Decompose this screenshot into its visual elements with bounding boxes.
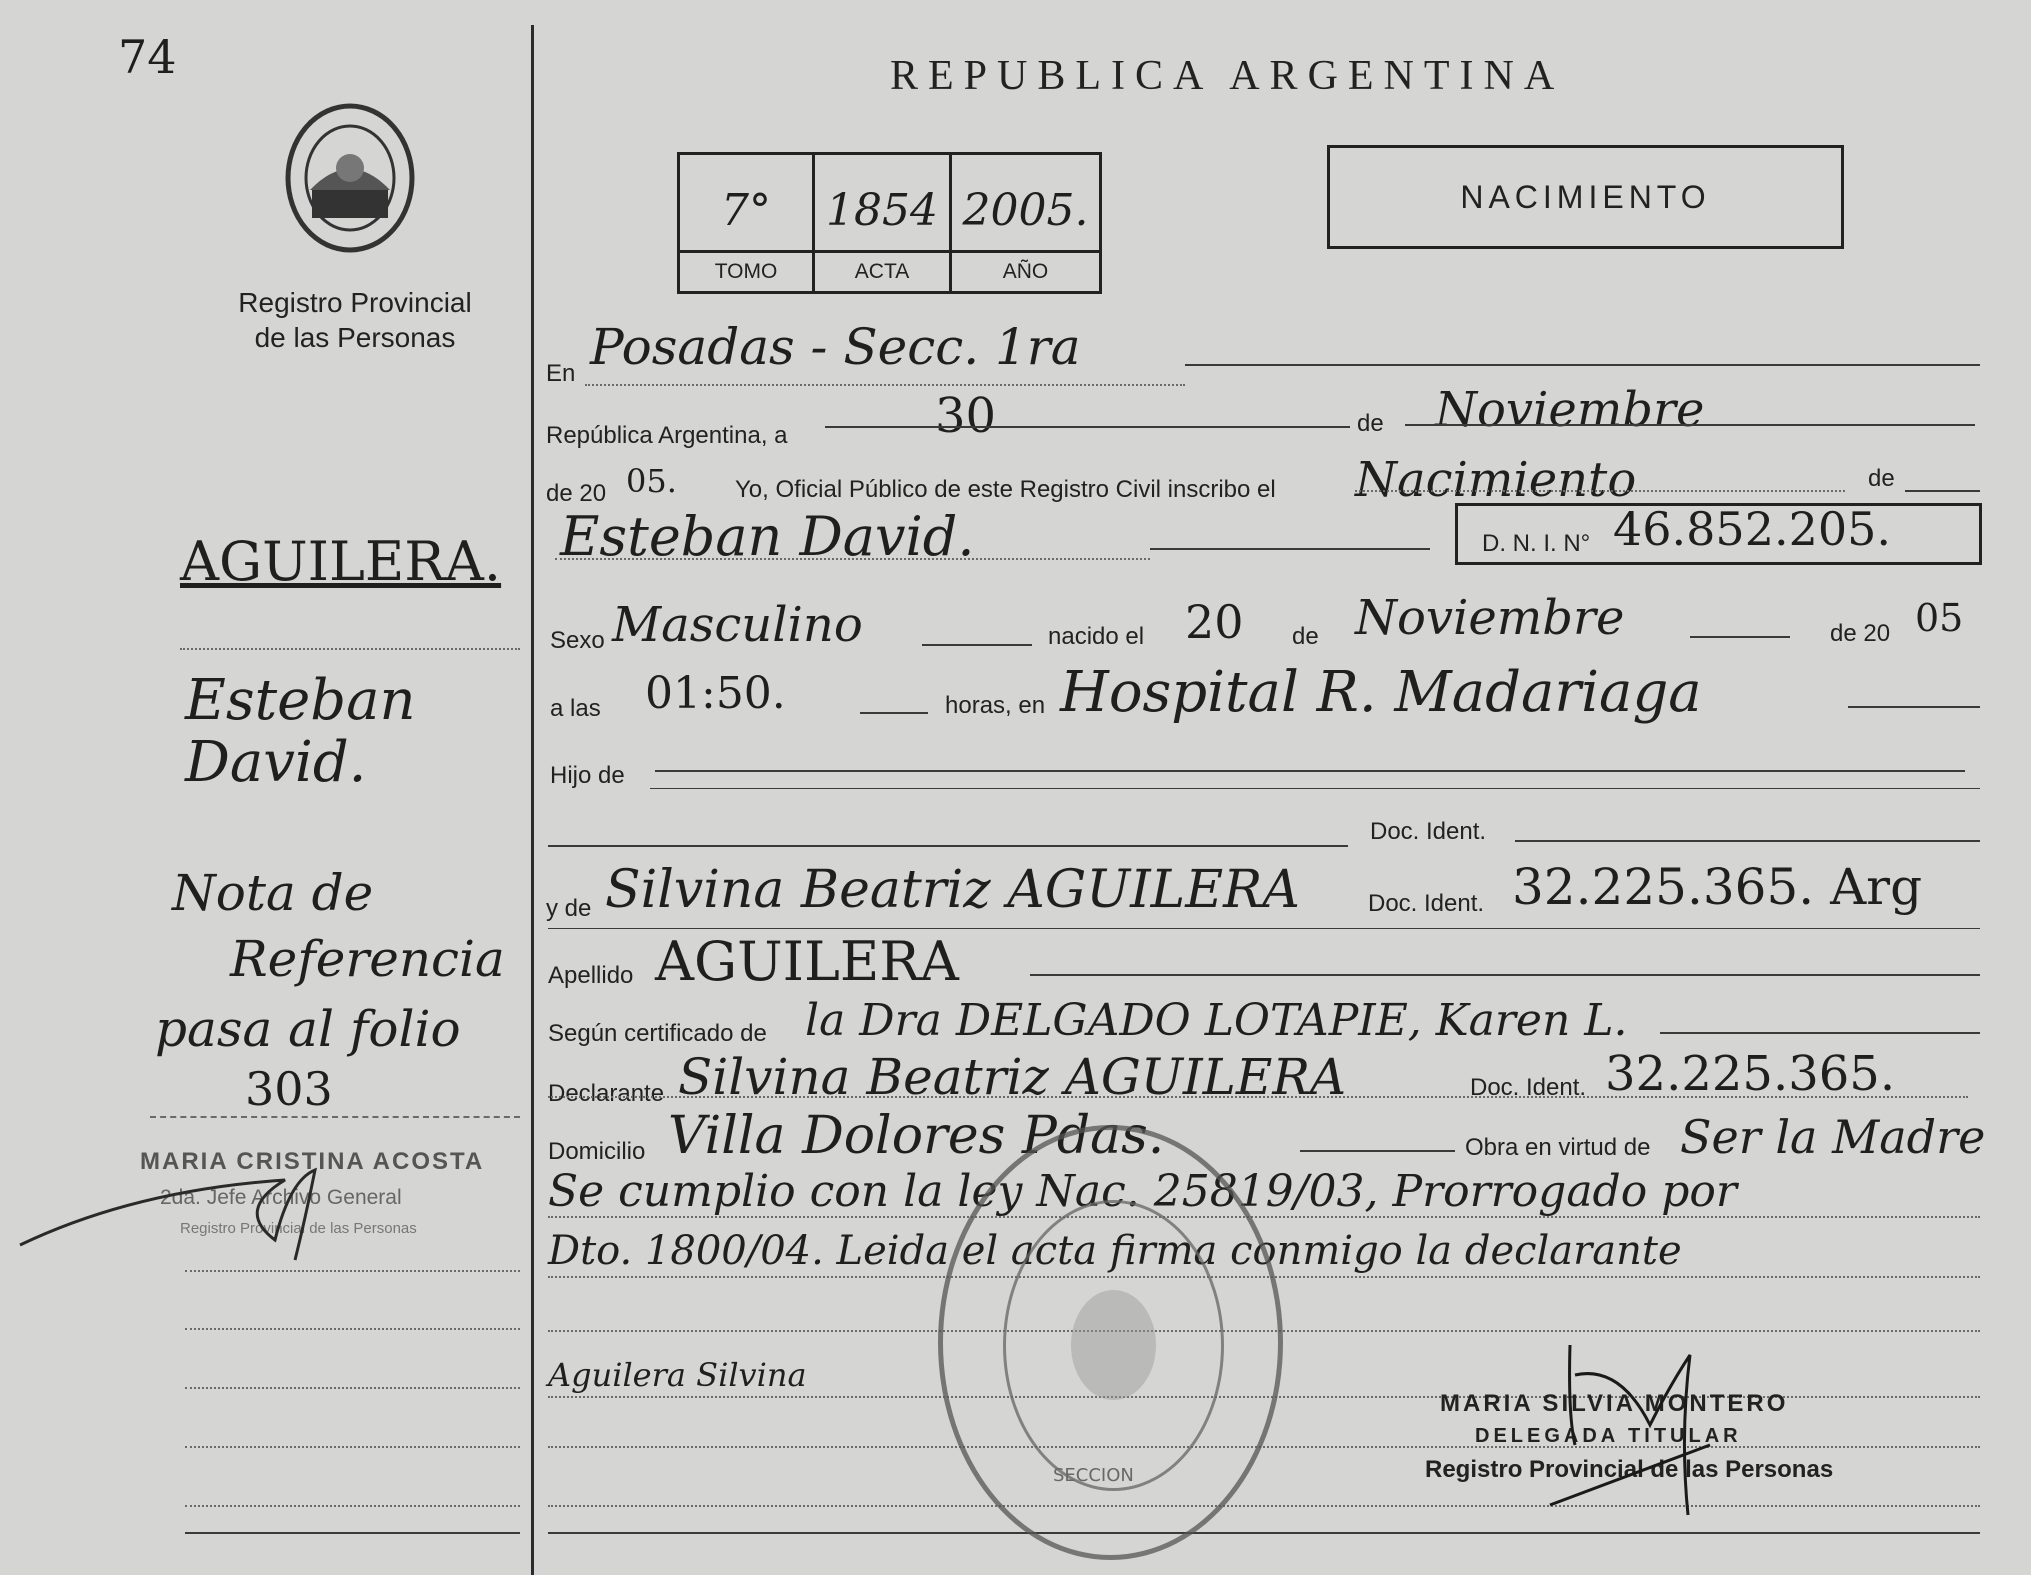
hijo-label: Hijo de	[550, 762, 625, 789]
underline	[548, 1096, 1968, 1098]
underline	[1905, 490, 1980, 492]
alas-label: a las	[550, 695, 601, 722]
by-virtue-value: Ser la Madre	[1680, 1110, 1986, 1164]
margin-line	[180, 648, 520, 650]
acta-label: ACTA	[815, 250, 949, 291]
provincial-seal-icon	[280, 98, 420, 258]
segun-label: Según certificado de	[548, 1020, 767, 1047]
margin-line	[185, 1505, 520, 1507]
sex-value: Masculino	[612, 597, 863, 653]
margin-first-name: Esteban	[185, 668, 416, 733]
underline	[548, 1532, 1980, 1534]
note-line2: Dto. 1800/04. Leida el acta firma conmigo la declarante	[548, 1228, 1682, 1274]
official-name: MARIA SILVIA MONTERO	[1440, 1390, 1789, 1417]
margin-line	[150, 1116, 520, 1118]
margin-line	[185, 1328, 520, 1330]
archive-stamp-name: MARIA CRISTINA ACOSTA	[140, 1148, 485, 1175]
republica-label: República Argentina, a	[546, 422, 788, 449]
underline	[548, 1216, 1980, 1218]
birth-month-value: Noviembre	[1355, 590, 1625, 646]
page-number: 74	[118, 30, 177, 84]
archive-stamp-role: 2da. Jefe Archivo General	[160, 1186, 402, 1209]
domicilio-label: Domicilio	[548, 1138, 646, 1165]
tomo-value: 7°	[721, 185, 771, 236]
registry-seal-text: SECCION	[1053, 1465, 1134, 1486]
de-label: de	[1868, 465, 1895, 492]
underline	[1405, 424, 1975, 426]
declarant-doc-value: 32.225.365.	[1605, 1046, 1896, 1102]
underline	[548, 1446, 1980, 1448]
archive-stamp-org: Registro Provincial de las Personas	[180, 1220, 417, 1237]
official-signature-icon	[1540, 1335, 1740, 1535]
underline	[1150, 548, 1430, 550]
de20-label: de 20	[546, 480, 607, 507]
surname-value: AGUILERA	[655, 930, 959, 993]
underline	[1848, 706, 1980, 708]
underline	[860, 712, 928, 714]
registered-value: Nacimiento	[1355, 452, 1637, 508]
acta-cell	[815, 155, 952, 291]
registry-name-line2: de las Personas	[254, 322, 456, 353]
doc-ident-label: Doc. Ident.	[1370, 818, 1487, 845]
margin-second-name: David.	[185, 730, 367, 795]
acta-value: 1854	[826, 185, 938, 236]
margin-note-line1: Nota de	[172, 864, 374, 922]
declarant-value: Silvina Beatriz AGUILERA	[678, 1048, 1347, 1106]
domicile-value: Villa Dolores Pdas.	[668, 1106, 1165, 1166]
doc-ident-label: Doc. Ident.	[1368, 890, 1485, 917]
declarante-label: Declarante	[548, 1080, 665, 1107]
margin-surname: AGUILERA.	[180, 530, 502, 593]
day-value: 30	[935, 388, 997, 444]
official-org: Registro Provincial de las Personas	[1425, 1456, 1834, 1483]
de-label: de	[1292, 623, 1319, 650]
apellido-label: Apellido	[548, 962, 634, 989]
month-value: Noviembre	[1435, 382, 1705, 438]
dni-box	[1455, 503, 1982, 565]
underline	[1185, 364, 1980, 366]
dni-label: D. N. I. N°	[1482, 530, 1591, 557]
registry-seal-emblem	[1071, 1290, 1156, 1400]
official-role: DELEGADA TITULAR	[1475, 1425, 1742, 1447]
certificate-value: la Dra DELGADO LOTAPIE, Karen L.	[805, 995, 1628, 1046]
place-value: Posadas - Secc. 1ra	[590, 318, 1081, 376]
underline	[555, 558, 1150, 560]
underline	[1300, 1150, 1455, 1152]
underline	[585, 384, 1185, 386]
sexo-label: Sexo	[550, 627, 605, 654]
underline	[548, 928, 1980, 929]
margin-line	[185, 1532, 520, 1534]
declarant-signature: Aguilera Silvina	[548, 1356, 807, 1394]
child-name-value: Esteban David.	[560, 505, 975, 568]
birth-place-value: Hospital R. Madariaga	[1060, 660, 1702, 725]
underline	[655, 770, 1965, 772]
en-label: En	[546, 360, 576, 387]
mother-value: Silvina Beatriz AGUILERA	[605, 860, 1300, 920]
underline	[548, 1505, 1980, 1507]
underline	[1355, 490, 1845, 492]
margin-note-line2: Referencia	[230, 930, 505, 988]
horas-label: horas, en	[945, 692, 1046, 719]
underline	[650, 788, 1980, 789]
column-divider	[531, 25, 534, 1575]
book-reference-table	[677, 152, 1102, 294]
note-line1: Se cumplio con la ley Nac. 25819/03, Prorrogado por	[548, 1166, 1737, 1217]
underline	[1690, 636, 1790, 638]
underline	[1660, 1032, 1980, 1034]
underline	[825, 426, 1350, 428]
registry-seal	[938, 1125, 1283, 1560]
dni-value: 46.852.205.	[1613, 502, 1891, 556]
country-title: REPUBLICA ARGENTINA	[890, 53, 1565, 99]
margin-line	[185, 1270, 520, 1272]
obra-label: Obra en virtud de	[1465, 1134, 1651, 1161]
margin-note-line3: pasa al folio	[155, 1000, 461, 1058]
yo-label: Yo, Oficial Público de este Registro Civil inscribo el	[735, 476, 1276, 503]
underline	[922, 644, 1032, 646]
birth-year-value: 05	[1915, 596, 1964, 640]
de-label: de	[1357, 410, 1384, 437]
margin-line	[185, 1387, 520, 1389]
mother-doc-value: 32.225.365. Arg	[1512, 858, 1923, 916]
doc-ident-label: Doc. Ident.	[1470, 1074, 1587, 1101]
tomo-cell	[680, 155, 815, 291]
anio-cell	[952, 155, 1099, 291]
underline	[548, 845, 1348, 847]
hour-value: 01:50.	[645, 668, 786, 719]
underline	[1030, 974, 1980, 976]
de20b-label: de 20	[1830, 620, 1891, 647]
margin-note-line4: 303	[245, 1062, 333, 1116]
margin-line	[185, 1446, 520, 1448]
nacido-label: nacido el	[1048, 623, 1145, 650]
yde-label: y de	[546, 895, 592, 922]
archive-signature-icon	[15, 1150, 395, 1270]
birth-day-value: 20	[1185, 595, 1244, 649]
underline	[1515, 840, 1980, 842]
anio-value: 2005.	[962, 185, 1089, 236]
year-suffix-value: 05.	[626, 462, 677, 500]
anio-label: AÑO	[952, 250, 1099, 291]
document-type-box: NACIMIENTO	[1327, 145, 1844, 249]
tomo-label: TOMO	[680, 250, 812, 291]
registry-name-line1: Registro Provincial	[238, 287, 472, 318]
